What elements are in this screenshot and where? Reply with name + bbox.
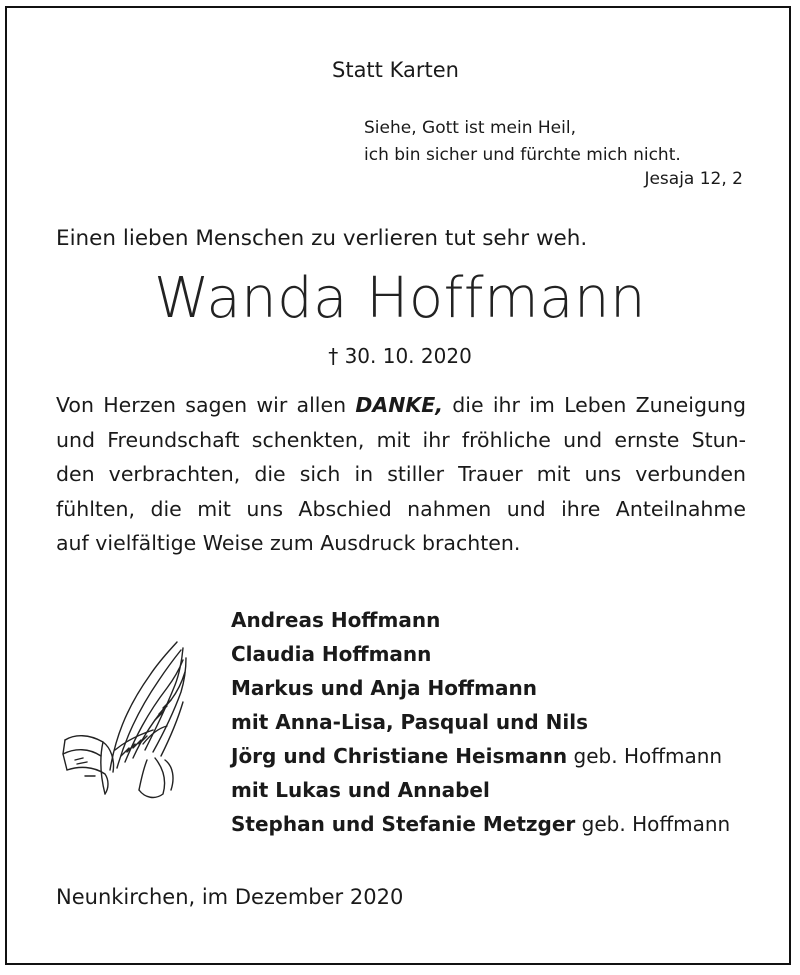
verse-line-2: ich bin sicher und fürchte mich nicht.	[364, 145, 681, 165]
family-line-4	[231, 705, 730, 739]
thanks-line-3: den verbrachten, die sich in stiller Trauer mit uns verbunden	[56, 462, 746, 486]
family-line-5	[231, 739, 730, 773]
praying-hands-icon	[55, 630, 200, 805]
family-name-7: Stephan und Stefanie Metzger	[231, 812, 576, 836]
family-name-5: Jörg und Christiane Heismann	[231, 744, 568, 768]
place-and-date: Neunkirchen, im Dezember 2020	[56, 885, 404, 909]
statt-karten-header: Statt Karten	[332, 58, 459, 82]
thanks-line-4: fühlten, die mit uns Abschied nahmen und ihre Anteilnahme	[56, 496, 746, 521]
family-name-2: Claudia Hoffmann	[231, 642, 432, 666]
danke-word: DANKE,	[355, 393, 444, 417]
thanks-line-1	[56, 388, 746, 423]
family-name-1: Andreas Hoffmann	[231, 608, 441, 632]
death-date: 30. 10. 2020	[344, 344, 472, 368]
cross-icon: †	[328, 344, 339, 368]
family-signatures	[231, 603, 730, 841]
bible-verse	[364, 115, 681, 169]
family-name-7-suffix: geb. Hoffmann	[575, 812, 731, 836]
family-name-5-suffix: geb. Hoffmann	[567, 744, 723, 768]
verse-reference: Jesaja 12, 2	[644, 169, 743, 189]
family-line-6	[231, 773, 730, 807]
family-name-6: mit Lukas und Annabel	[231, 778, 490, 802]
thanks-paragraph	[56, 388, 746, 561]
thanks-line-1-start: Von Herzen sagen wir allen	[56, 393, 356, 417]
intro-sentence: Einen lieben Menschen zu verlieren tut sehr weh.	[56, 226, 588, 251]
family-line-3	[231, 671, 730, 705]
family-line-1	[231, 603, 730, 637]
family-name-4: mit Anna-Lisa, Pasqual und Nils	[231, 710, 589, 734]
family-line-7	[231, 807, 730, 841]
death-date-line	[0, 344, 800, 368]
verse-line-1: Siehe, Gott ist mein Heil,	[364, 118, 576, 138]
thanks-line-1-end: die ihr im Leben Zuneigung	[443, 393, 746, 417]
thanks-line-2: und Freundschaft schenkten, mit ihr fröhliche und ernste Stun-	[56, 427, 746, 452]
deceased-name: Wanda Hoffmann	[154, 266, 646, 331]
thanks-line-5: auf vielfältige Weise zum Ausdruck brachten.	[56, 531, 521, 555]
family-line-2	[231, 637, 730, 671]
family-name-3: Markus und Anja Hoffmann	[231, 676, 537, 700]
